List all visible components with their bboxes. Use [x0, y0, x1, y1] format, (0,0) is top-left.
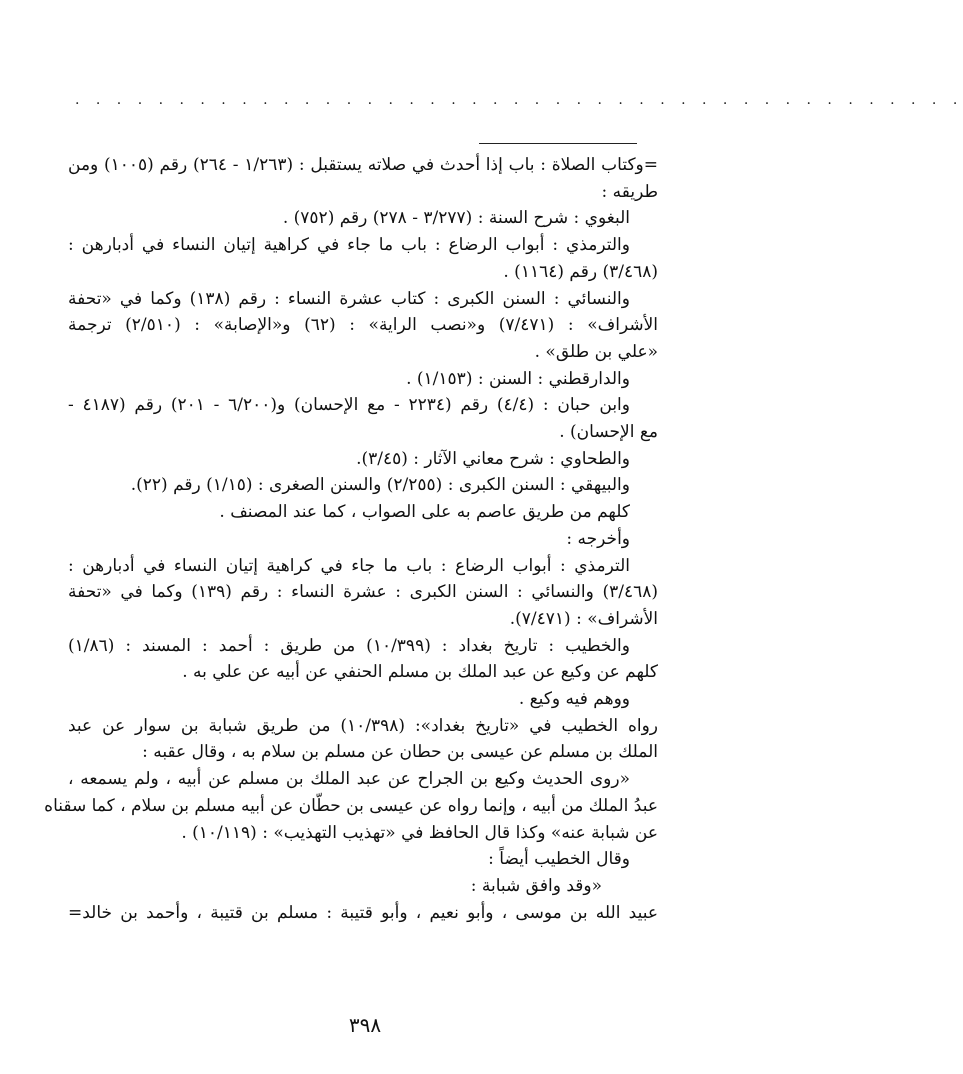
text-line: كلهم من طريق عاصم به على الصواب ، كما عند المصنف .: [219, 502, 630, 523]
text-line: ووهم فيه وكيع .: [518, 689, 630, 710]
text-line: عبيد الله بن موسى ، وأبو نعيم ، وأبو قتيبة : مسلم بن قتيبة ، وأحمد بن خالد=: [68, 902, 658, 923]
text-line: رواه الخطيب في «تاريخ بغداد»: (١٠/٣٩٨) من طريق شبابة بن سوار عن عبد: [68, 715, 658, 736]
text-line: الترمذي : أبواب الرضاع : باب ما جاء في كراهية إتيان النساء في أدبارهن :: [68, 555, 630, 576]
text-line: الملك بن مسلم عن عيسى بن حطان عن مسلم بن سلام به ، وقال عقبه :: [142, 742, 658, 763]
text-line: كلهم عن وكيع عن عبد الملك بن مسلم الحنفي عن أبيه عن علي به .: [182, 662, 658, 683]
dotted-separator: . . . . . . . . . . . . . . . . . . . . . . . . . . . . . . . . . . . . . . . . . . .: [75, 92, 963, 108]
text-line: عن شبابة عنه» وكذا قال الحافظ في «تهذيب التهذيب» : (١٠/١١٩) .: [181, 822, 658, 843]
text-line: =وكتاب الصلاة : باب إذا أحدث في صلاته يستقبل : (١/٢٦٣ - ٢٦٤) رقم (١٠٠٥) ومن: [68, 155, 658, 175]
text-line: والبيهقي : السنن الكبرى : (٢/٢٥٥) والسنن الصغرى : (١/١٥) رقم (٢٢).: [130, 475, 630, 496]
text-line: وابن حبان : (٤/٤) رقم (٢٢٣٤ - مع الإحسان) و(٦/٢٠٠ - ٢٠١) رقم (٤١٨٧ -: [68, 395, 630, 416]
text-line: عبدُ الملك من أبيه ، وإنما رواه عن عيسى بن حطّان عن أبيه مسلم بن سلام ، كما سقناه: [44, 795, 658, 816]
text-line: «روى الحديث وكيع بن الجراح عن عبد الملك بن مسلم عن أبيه ، ولم يسمعه ،: [68, 769, 630, 790]
text-line: (٣/٤٦٨) رقم (١١٦٤) .: [503, 261, 658, 282]
text-line: والخطيب : تاريخ بغداد : (١٠/٣٩٩) من طريق : أحمد : المسند : (١/٨٦): [68, 635, 630, 656]
text-line: طريقه :: [601, 181, 658, 202]
text-line: والطحاوي : شرح معاني الآثار : (٣/٤٥).: [356, 448, 630, 469]
page-number: ٣٩٨: [348, 1013, 382, 1037]
text-line: وقال الخطيب أيضاً :: [488, 849, 630, 870]
text-line: والدارقطني : السنن : (١/١٥٣) .: [406, 368, 630, 389]
text-line: مع الإحسان) .: [559, 422, 658, 443]
text-line: وأخرجه :: [566, 528, 630, 549]
footnote-text: [44, 152, 659, 926]
footnote-rule: [479, 143, 637, 144]
text-line: والترمذي : أبواب الرضاع : باب ما جاء في كراهية إتيان النساء في أدبارهن :: [68, 235, 630, 256]
text-line: «علي بن طلق» .: [534, 341, 658, 362]
text-line: «وقد وافق شبابة :: [470, 875, 602, 896]
text-line: البغوي : شرح السنة : (٣/٢٧٧ - ٢٧٨) رقم (٧٥٢) .: [282, 208, 630, 229]
text-line: الأشراف» : (٧/٤٧١).: [509, 608, 658, 629]
text-line: الأشراف» : (٧/٤٧١) و«نصب الراية» : (٦٢) و«الإصابة» : (٢/٥١٠) ترجمة: [68, 315, 659, 336]
text-line: (٣/٤٦٨) والنسائي : السنن الكبرى : عشرة النساء : رقم (١٣٩) وكما في «تحفة: [68, 582, 658, 603]
text-line: والنسائي : السنن الكبرى : كتاب عشرة النساء : رقم (١٣٨) وكما في «تحفة: [68, 288, 630, 309]
